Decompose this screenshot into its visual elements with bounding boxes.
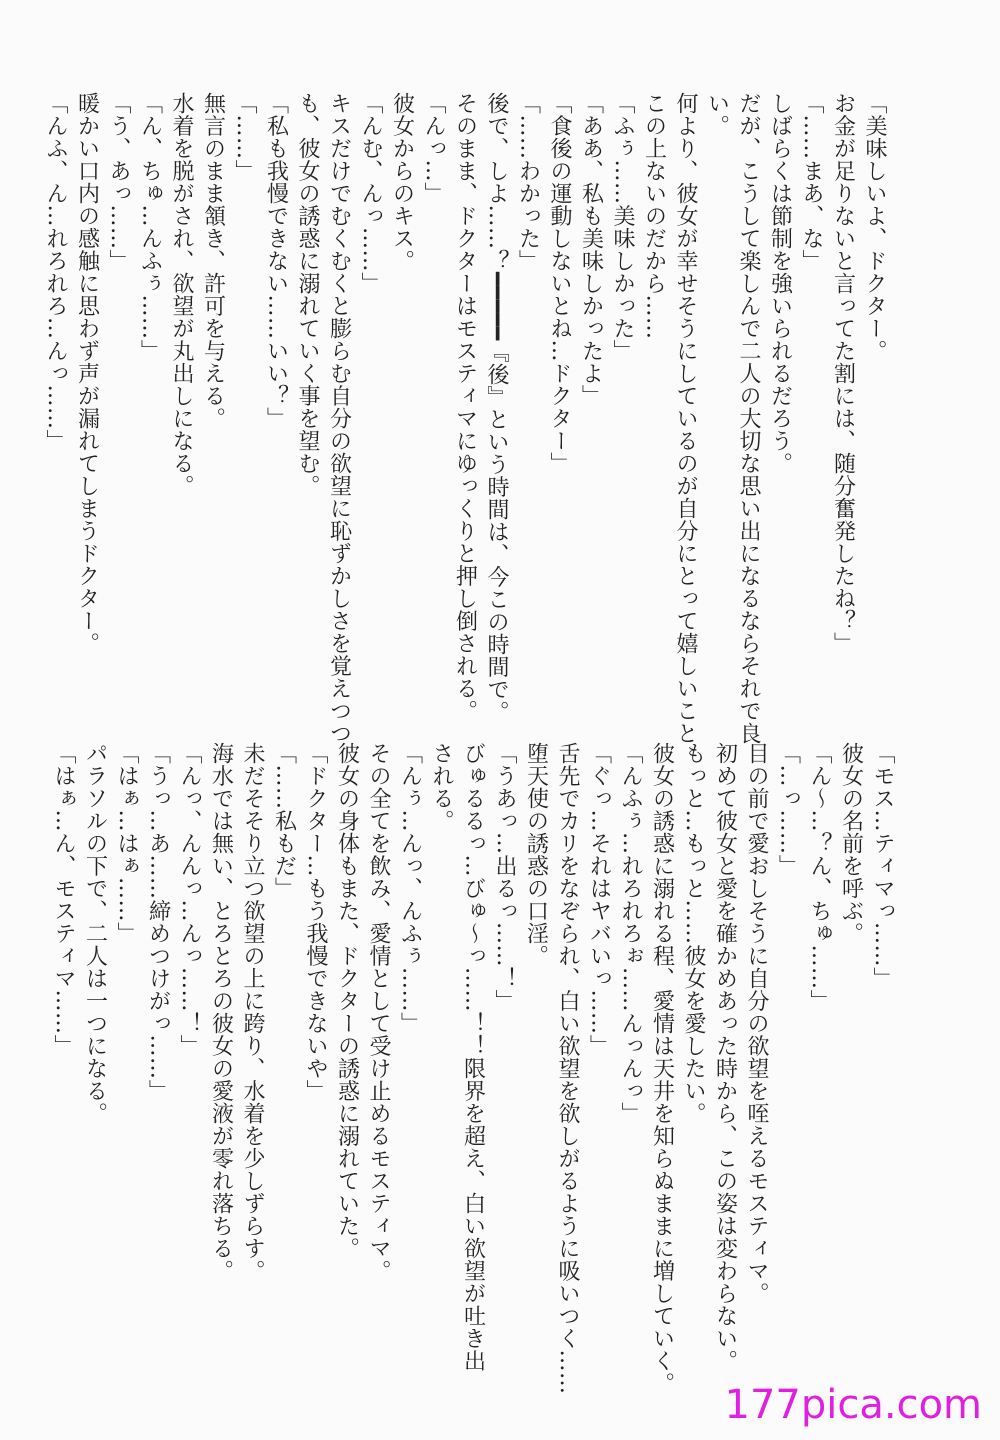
text-line: 「んぅ…んっ、んふぅ……」 (397, 742, 423, 1035)
text-line: 後で、しよ……？━━━━━『後』という時間は、今この時間で。 (484, 92, 509, 724)
text-line: 「んふぅ…れろれろぉ……んっんっ」 (618, 742, 643, 1125)
text-line: 「美味しいよ、ドクター。 (862, 92, 887, 362)
text-line: 「私も我慢できない……いい？」 (263, 92, 289, 430)
text-line: 「ドクター…もう我慢できないや」 (303, 742, 328, 1102)
text-line: 彼女の名前を呼ぶ。 (838, 742, 864, 945)
text-line: 暖かい口内の感触に思わず声が漏れてしまうドクター。 (74, 92, 100, 655)
text-line: お金が足りないと言ってた割には、随分奮発したね？」 (830, 92, 856, 655)
text-line: 「……まあ、な」 (799, 92, 824, 272)
text-line: キスだけでむくむくと膨らむ自分の欲望に恥ずかしさを覚えつつ (326, 92, 352, 745)
text-line: 「ああ、私も美味しかったよ」 (578, 92, 604, 407)
text-line: される。 (429, 742, 454, 832)
text-line: 「ふぅ……美味しかった」 (610, 92, 635, 362)
text-line: 「う、あっ……」 (106, 92, 131, 272)
text-line: しばらくは節制を強いられるだろう。 (767, 92, 793, 475)
text-line: 「んっ、んんっ…んっ……！」 (177, 742, 202, 1057)
text-line: 「…っ……」 (775, 742, 801, 877)
top-text-block (40, 92, 891, 745)
text-line: 彼女の誘惑に溺れる程、愛情は天井を知らぬままに増していく。 (649, 742, 675, 1395)
text-line: もっと…もっと……彼女を愛したい。 (681, 742, 706, 1125)
text-line: 初めて彼女と愛を確かめあった時から、この姿は変わらない。 (712, 742, 738, 1372)
text-line: 「はぁ…ん、モスティマ……」 (51, 742, 76, 1057)
text-line: びゅるるっ…びゅ〜っ……！！限界を超え、白い欲望が吐き出 (460, 742, 486, 1372)
text-line: そのまま、ドクターはモスティマにゆっくりと押し倒される。 (452, 92, 478, 722)
text-line: 海水では無い、とろとろの彼女の愛液が零れ落ちる。 (208, 742, 234, 1282)
text-line: 「うっ…あ……締めつけがっ……」 (145, 742, 171, 1102)
text-line: 「んふ、ん…れろれろ…んっ……」 (43, 92, 68, 452)
watermark-text: 177pica.com (724, 1382, 982, 1428)
text-line: パラソルの下で、二人は一つになる。 (82, 742, 108, 1125)
text-line: 何より、彼女が幸せそうにしているのが自分にとって嬉しいこと (673, 92, 698, 745)
text-line: 「はぁ…はぁ……」 (114, 742, 139, 945)
text-line: 無言のまま頷き、許可を与える。 (200, 92, 226, 430)
text-line: い。 (704, 92, 730, 137)
text-line: 「ぐっ…それはヤバいっ……」 (586, 742, 612, 1057)
text-line: 「んむ、んっ……」 (358, 92, 383, 295)
text-line: 「ん、ちゅ…んふぅ……」 (137, 92, 163, 362)
text-line: 堕天使の誘惑の口淫。 (523, 742, 549, 967)
text-line: 水着を脱がされ、欲望が丸出しになる。 (169, 92, 194, 497)
text-line: 「んっ…」 (421, 92, 446, 205)
text-line: 「食後の運動しないとね…ドクター」 (547, 92, 572, 475)
text-line: 「ん〜…？ん、ちゅ……」 (807, 742, 832, 1012)
bottom-text-block (48, 742, 899, 1395)
text-line: その全てを飲み、愛情として受け止めるモスティマ。 (366, 742, 391, 1282)
text-line: 「……わかった」 (515, 92, 541, 272)
text-line: 彼女からのキス。 (389, 92, 415, 272)
text-line: だが、こうして楽しんで二人の大切な思い出になるならそれで良 (736, 92, 761, 745)
text-line: 「……私もだ」 (271, 742, 297, 900)
text-line: 「モス…ティマっ……」 (870, 742, 895, 990)
text-line: 「……」 (232, 92, 257, 182)
text-line: 目の前で愛おしそうに自分の欲望を咥えるモスティマ。 (744, 742, 769, 1305)
text-line: この上ないのだから…… (641, 92, 667, 340)
text-line: 彼女の身体もまた、ドクターの誘惑に溺れていた。 (334, 742, 360, 1260)
text-line: 舌先でカリをなぞられ、白い欲望を欲しがるように吸いつく…… (555, 742, 580, 1395)
text-line: 未だそそり立つ欲望の上に跨り、水着を少しずらす。 (240, 742, 265, 1282)
text-line: 「うあっ…出るっ……！」 (492, 742, 517, 1012)
text-line: も、彼女の誘惑に溺れていく事を望む。 (295, 92, 320, 497)
